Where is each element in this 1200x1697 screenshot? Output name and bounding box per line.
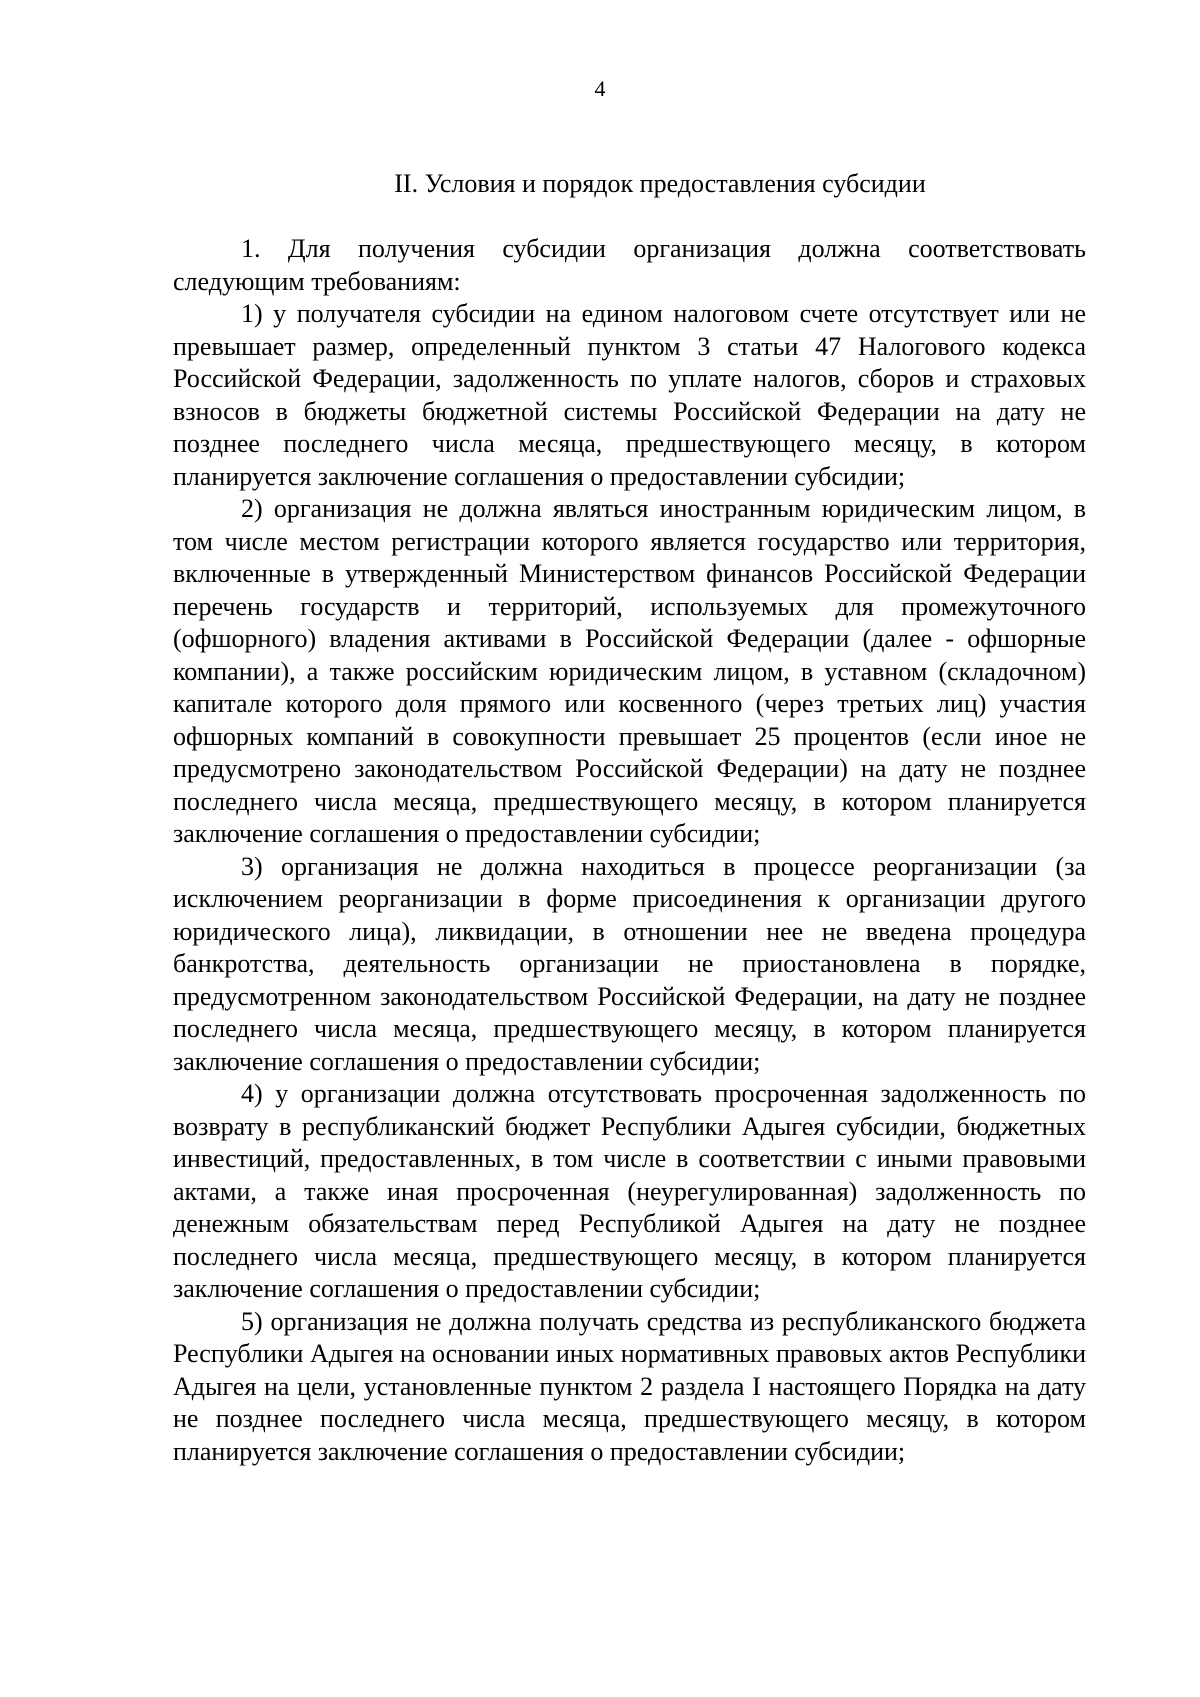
paragraph-item-1: 1. Для получения субсидии организация должна соответствовать следующим требованиям: (173, 234, 1086, 296)
document-body (173, 233, 1086, 1468)
page-number: 4 (594, 76, 606, 101)
paragraph-subitem-4: 4) у организации должна отсутствовать просроченная задолженность по возврату в республиканский бюджет Республики Адыгея субсидии, бюджетных инвестиций, предоставленных, в том числе в соответствии с иными правовыми актами, а также иная просроченная (неурегулированная) задолженность по денежным обязательствам перед Республикой Адыгея на дату не позднее последнего числа месяца, предшествующего месяцу, в котором планируется заключение соглашения о предоставлении субсидии; (173, 1079, 1086, 1303)
section-heading: II. Условия и порядок предоставления субсидии (394, 169, 926, 198)
paragraph-subitem-3: 3) организация не должна находиться в процессе реорганизации (за исключением реорганизации в форме присоединения к организации другого юридического лица), ликвидации, в отношении нее не введена процедура банкротства, деятельность организации не приостановлена в порядке, предусмотренном законодательством Российской Федерации, на дату не позднее последнего числа месяца, предшествующего месяцу, в котором планируется заключение соглашения о предоставлении субсидии; (173, 851, 1086, 1076)
paragraph-subitem-2: 2) организация не должна являться иностранным юридическим лицом, в том числе местом регистрации которого является государство или территория, включенные в утвержденный Министерством финансов Российской Федерации перечень государств и территорий, используемых для промежуточного (офшорного) владения активами в Российской Федерации (далее - офшорные компании), а также российским юридическим лицом, в уставном (складочном) капитале которого доля прямого или косвенного (через третьих лиц) участия офшорных компаний в совокупности превышает 25 процентов (если иное не предусмотрено законодательством Российской Федерации) на дату не позднее последнего числа месяца, предшествующего месяцу, в котором планируется заключение соглашения о предоставлении субсидии; (173, 494, 1086, 848)
paragraph-subitem-5: 5) организация не должна получать средства из республиканского бюджета Республики Адыгея на основании иных нормативных правовых актов Республики Адыгея на цели, установленные пунктом 2 раздела I настоящего Порядка на дату не позднее последнего числа месяца, предшествующего месяцу, в котором планируется заключение соглашения о предоставлении субсидии; (173, 1306, 1086, 1466)
paragraph-subitem-1: 1) у получателя субсидии на едином налоговом счете отсутствует или не превышает размер, определенный пунктом 3 статьи 47 Налогового кодекса Российской Федерации, задолженность по уплате налогов, сборов и страховых взносов в бюджеты бюджетной системы Российской Федерации на дату не позднее последнего числа месяца, предшествующего месяцу, в котором планируется заключение соглашения о предоставлении субсидии; (173, 299, 1086, 491)
